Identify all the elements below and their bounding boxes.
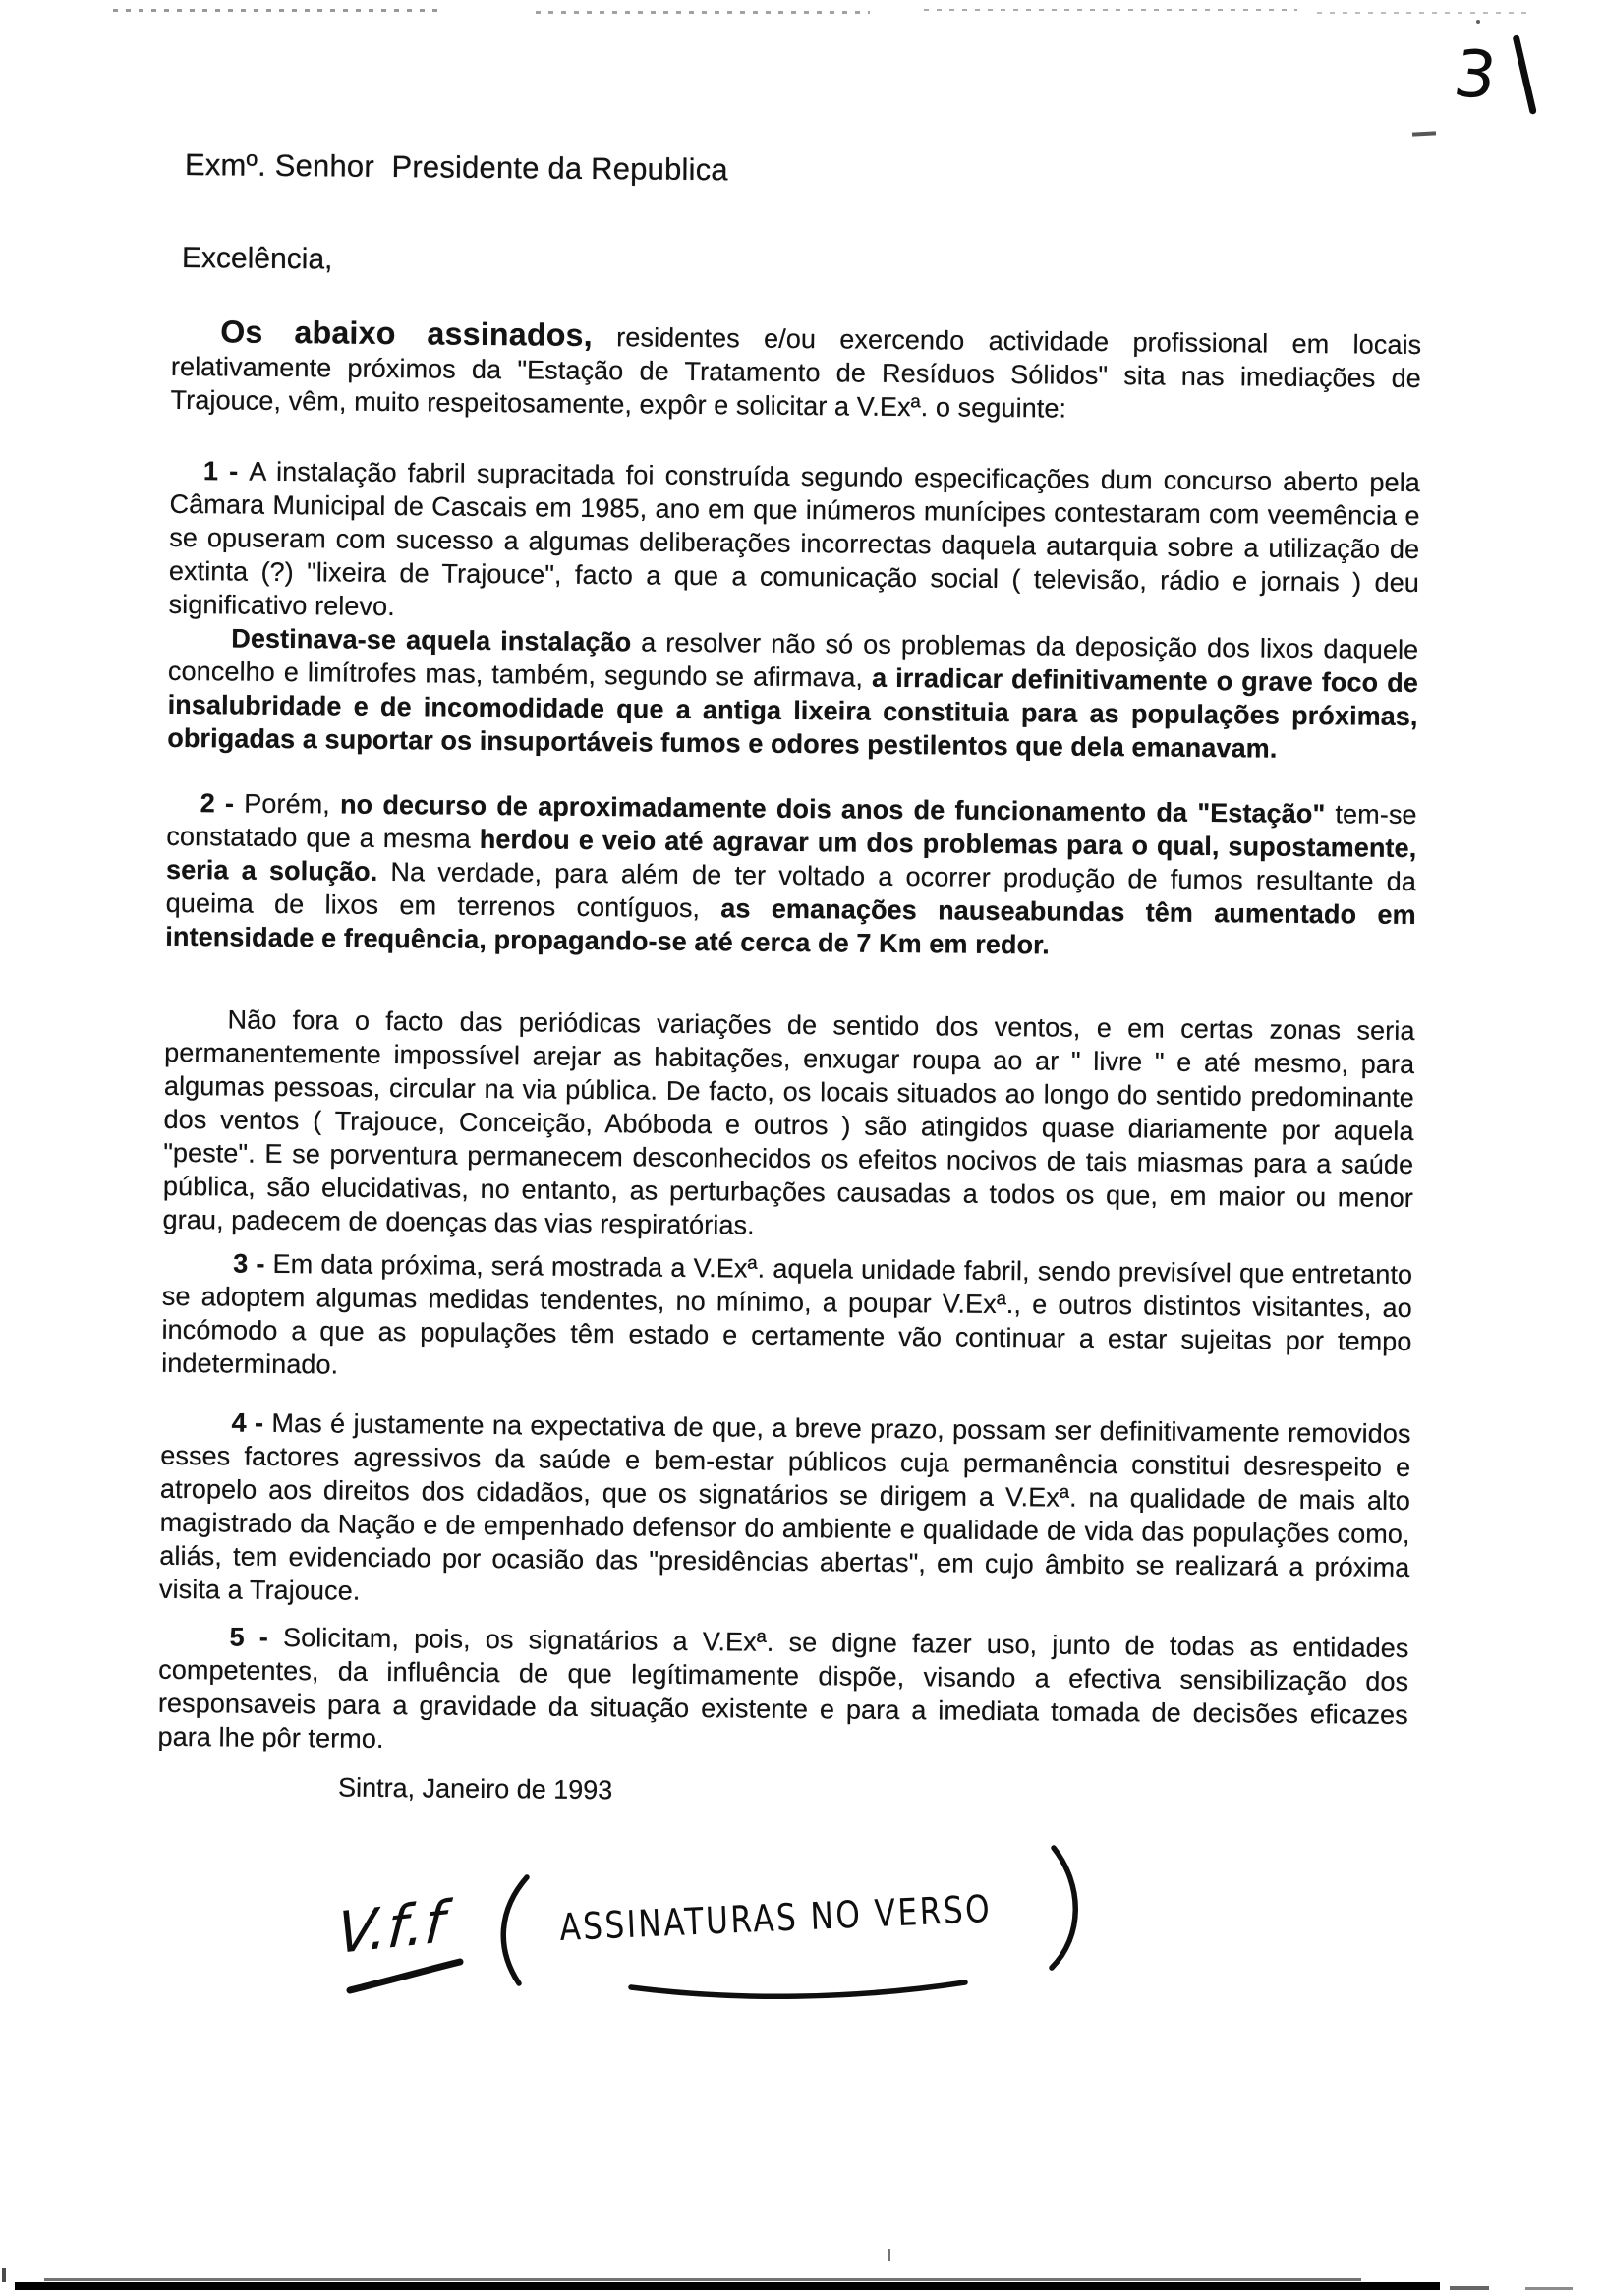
scan-artifact-bottom-right-1 [1450,2286,1489,2290]
scan-artifact-bottom-main [15,2282,1440,2290]
text-run: tem-se constatado que a mesma [166,799,1417,854]
paragraph-2b-text [162,1003,1414,1248]
bold-text-run: a irradicar definitivamente o grave foco de insalubridade e de incomodidade que a antiga lixeira constituia para as populações próximas, obrigadas a suportar os insuportáveis fumos e odores pestilentos que dela emanavam. [167,662,1419,764]
text-run: Solicitam, pois, os signatários a V.Exª. se digne fazer uso, junto de todas as entidades competentes, da influência de que legítimamente dispõe, visando a efectiva sensibilização dos responsaveis para a gravidade da situação existente e para a imediata tomada de decisões eficazes para lhe pôr termo. [157,1623,1409,1753]
addressee-line: Exmº. Senhor Presidente da Republica [184,146,728,188]
paragraph-3 [161,1246,1412,1392]
text-run: Porém, [244,788,341,820]
bold-text-run: 2 - [200,788,245,819]
text-run: A instalação fabril supracitada foi construída segundo especificações dum concurso aberto pela Câmara Municipal de Cascais em 1985, ano em que inúmeros munícipes contestaram com veemência e se opuseram com sucesso a algumas deliberações incorrectas daquela autarquia sobre a utilização de extinta (?) "lixeira de Trajouce", facto a que a comunicação social ( televisão, rádio e jornais ) deu significativo relevo. [168,456,1421,622]
intro-text [170,315,1421,429]
paragraph-1b-text [167,621,1418,767]
bold-text-run: as emanações nauseabundas têm aumentado em intensidade e frequência, propagando-se até cerca de 7 Km em redor. [165,893,1416,960]
paragraph-4-text [159,1406,1411,1618]
dateline: Sintra, Janeiro de 1993 [337,1772,613,1806]
paragraph-5-text [157,1620,1408,1765]
paragraph-2-continuation [162,1003,1414,1248]
paragraph-1-text [168,454,1420,633]
close-paren-stroke [1052,1848,1075,1968]
bold-text-run: herdou e veio até agravar um dos problemas para o qual, supostamente, seria a solução. [165,824,1417,887]
paragraph-5 [157,1620,1408,1765]
bold-text-run: 5 - [229,1622,284,1653]
paragraph-2 [165,786,1417,965]
text-run: Na verdade, para além de ter voltado a ocorrer produção de fumos resultante da queima de lixos em terrenos contíguos, [165,856,1417,924]
scan-artifact-bottom-ragged [44,2278,1361,2281]
abbreviation-underline [350,1962,460,1990]
text-run: Em data próxima, será mostrada a V.Exª. aquela unidade fabril, sendo previsível que entretanto se adoptem algumas medidas tendentes, no mínimo, a poupar V.Exª., e outros distintos visitantes, ao incómodo a que as populações têm estado e certamente vão continuar a estar sujeitas por tempo indeterminado. [161,1248,1413,1380]
handwritten-abbreviation: V.f.f [334,1888,447,1968]
paragraph-1 [168,454,1420,633]
text-run: a resolver não só os problemas da deposição dos lixos daquele concelho e limítrofes mas, também, segundo se afirmava, [167,627,1419,693]
scan-artifact-bottom-right-2 [1525,2287,1573,2290]
bold-text-run: 1 - [202,456,250,487]
bold-text-run: Destinava-se aquela instalação [231,623,632,658]
paragraph-1-continuation [167,621,1418,767]
paragraph-4 [159,1406,1411,1618]
text-run: Não fora o facto das periódicas variações de sentido dos ventos, e em certas zonas seria permanentemente impossível arejar as habitações, enxugar roupa ao ar " livre " e até mesmo, para algumas pessoas, circular na via pública. De facto, os locais situados ao longo do sentido predominante dos ventos ( Trajouce, Conceição, Abóboda e outros ) são atingidos quase diariamente por aquela "peste". E se porventura permanecem desconhecidos os efeitos nocivos de tais miasmas para a saúde pública, são elucidativas, no entanto, as perturbações causadas a todos os que, em maior ou menor grau, padecem de doenças das vias respiratórias. [162,1004,1415,1240]
bold-text-run: no decurso de aproximadamente dois anos de funcionamento da "Estação" [339,789,1326,830]
scan-artifact-bottom-left-hook [2,2268,6,2282]
handwritten-note [324,1838,1150,2020]
scan-tick [888,2249,890,2261]
text-run: residentes e/ou exercendo actividade profissional em locais relativamente próximos da "Estação de Tratamento de Resíduos Sólidos" sita nas imediações de Trajouce, vêm, muito respeitosamente, expôr e solicitar a V.Exª. o seguinte: [170,321,1422,424]
open-paren-stroke [503,1877,527,1983]
intro-paragraph [170,315,1421,429]
text-run: Mas é justamente na expectativa de que, a breve prazo, possam ser definitivamente removidos esses factores agressivos da saúde e bem-estar públicos cuja permanência constitui desrespeito e atropelo aos direitos dos cidadãos, que os signatários se dirigem a V.Exª. na qualidade de mais alto magistrado da Nação e de empenhado defensor do ambiente e qualidade de vida das populações como, aliás, tem evidenciado por ocasião das "presidências abertas", em cujo âmbito se realizará a próxima visita a Trajouce. [158,1407,1411,1606]
handwritten-note-text: assinaturas no verso [558,1882,1087,1949]
salutation-line: Excelência, [181,241,333,276]
page-number-digit: 3 [1449,35,1502,114]
bold-text-run: 4 - [231,1407,272,1438]
note-underline [631,1982,965,1996]
paragraph-2-text [165,786,1417,965]
paragraph-3-text [161,1246,1412,1392]
bold-text-run: Os abaixo assinados, [220,314,594,353]
bold-text-run: 3 - [233,1248,273,1279]
